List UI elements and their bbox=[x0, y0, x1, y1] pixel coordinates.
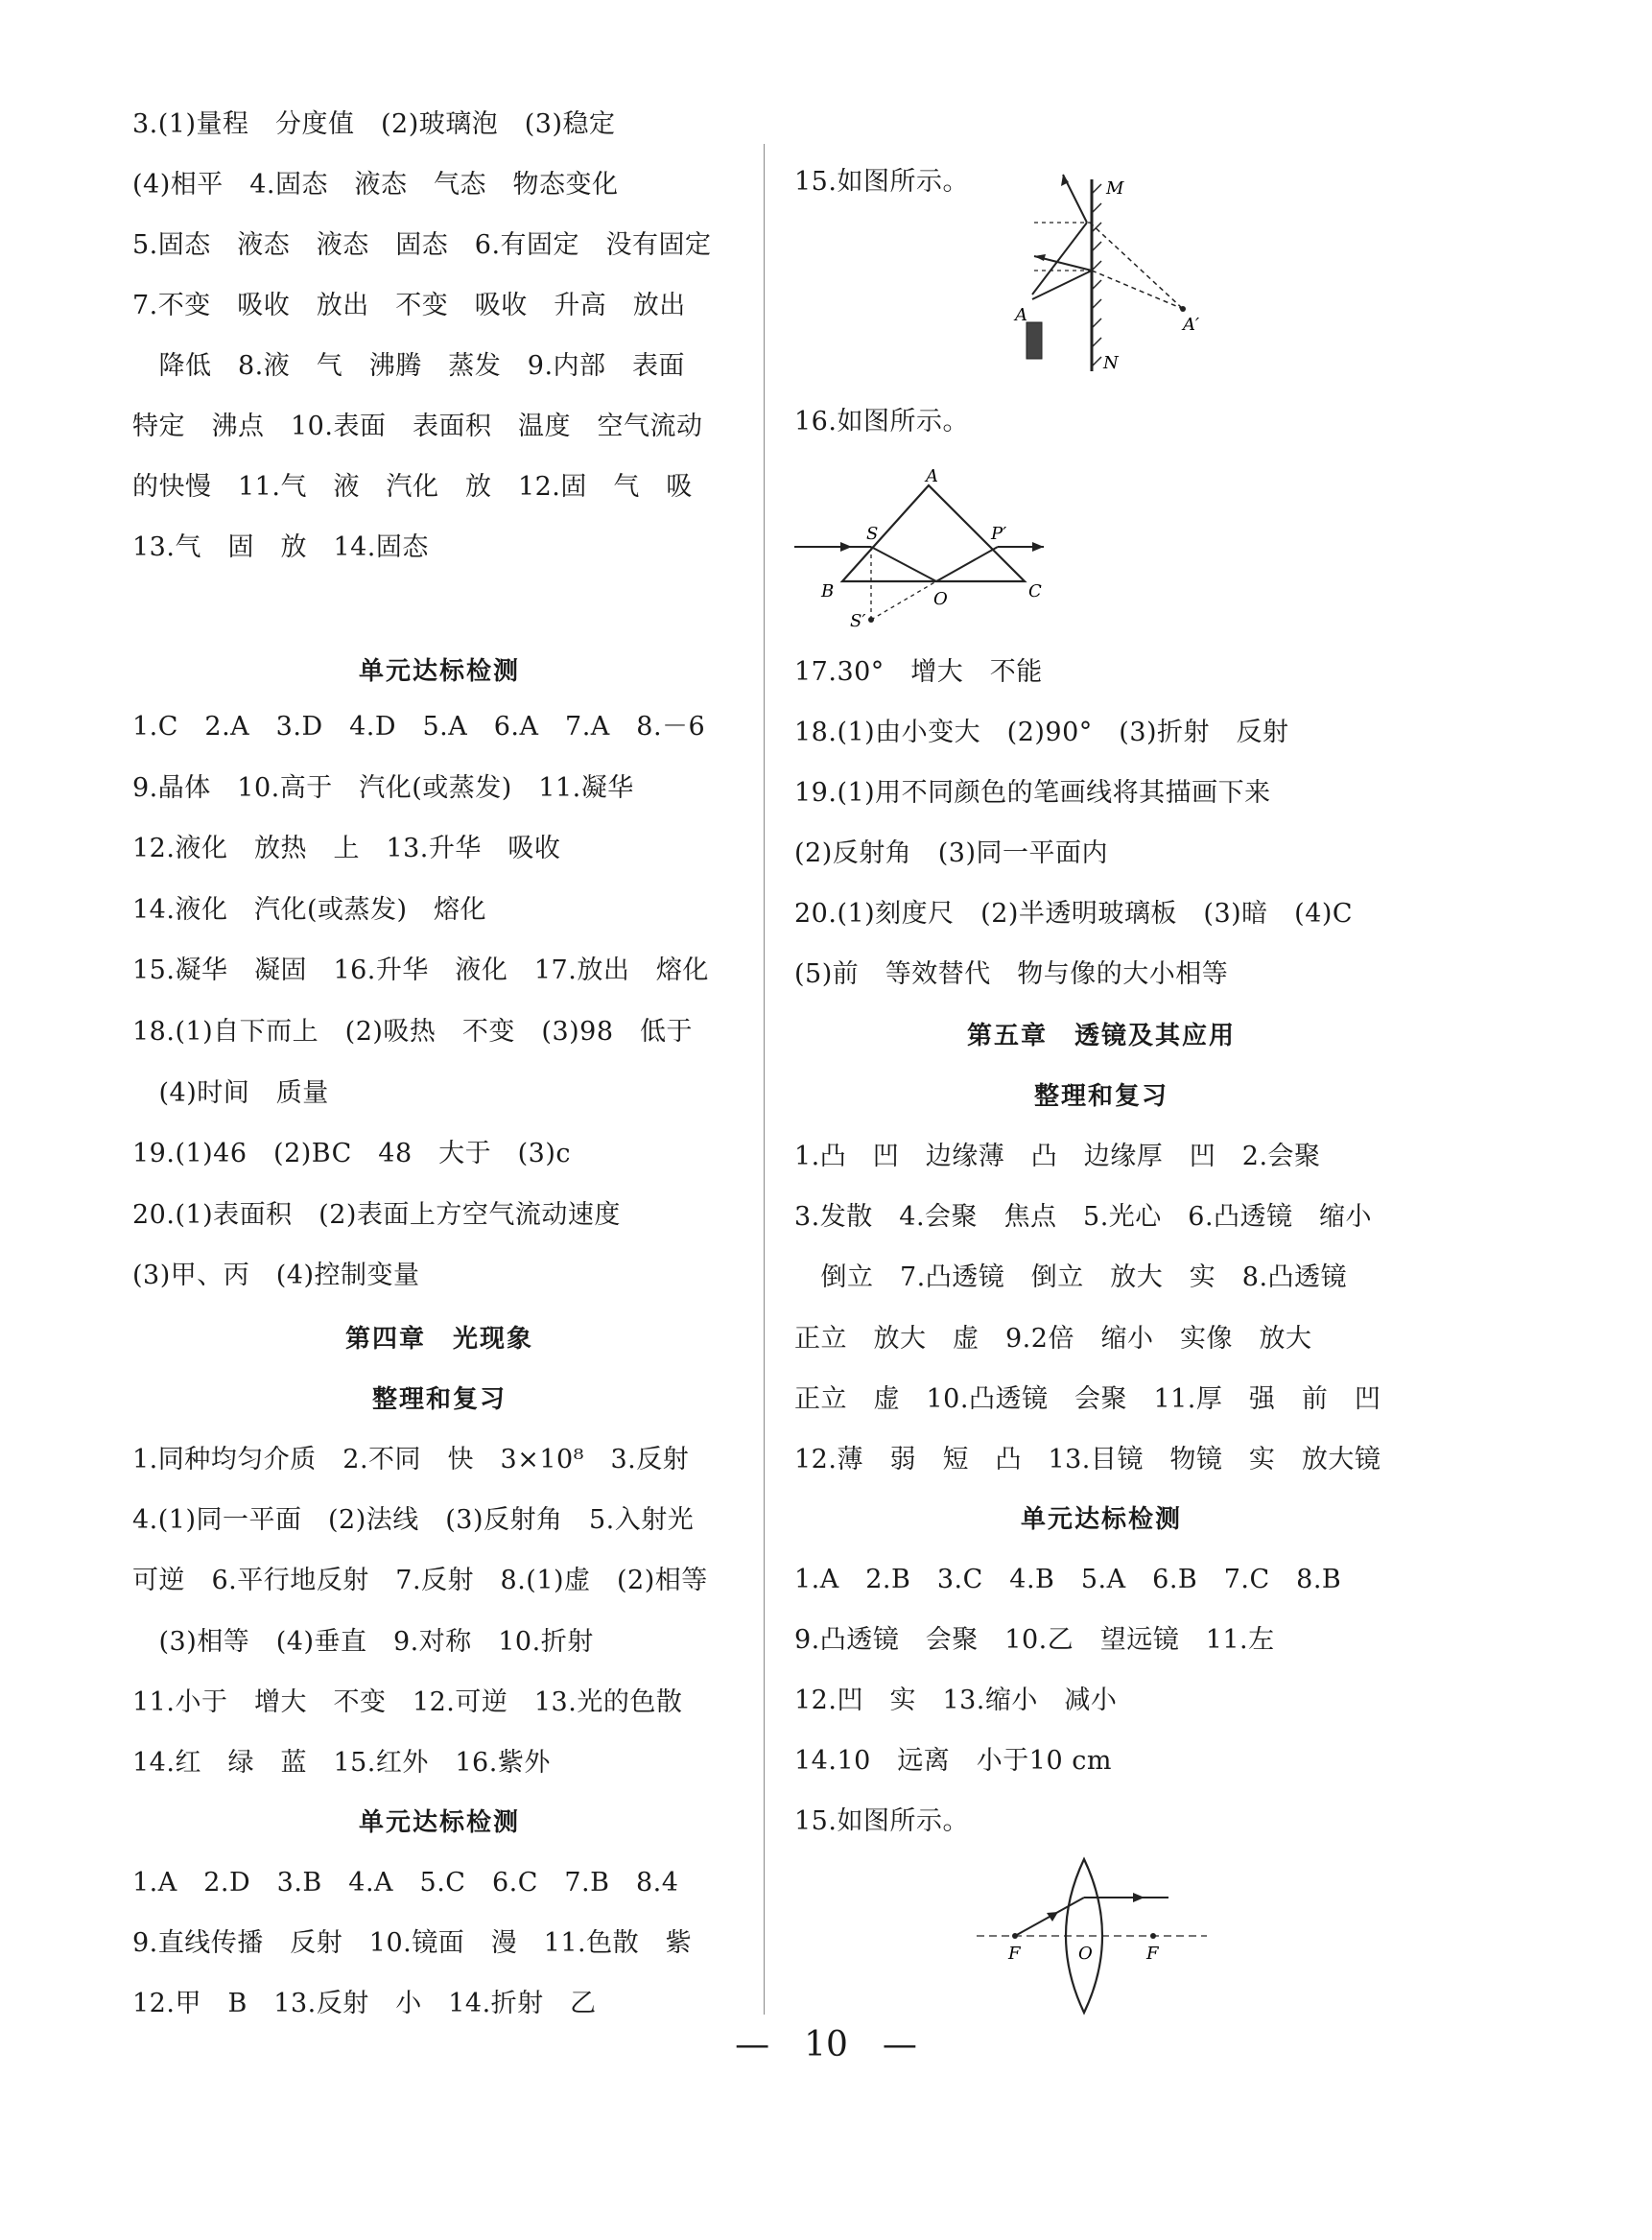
label-s: S bbox=[866, 524, 879, 544]
section-heading-unit-test-2: 单元达标检测 bbox=[358, 1808, 520, 1837]
answer-line: (4)时间 质量 bbox=[132, 1077, 329, 1108]
label-s-prime: S′ bbox=[850, 611, 866, 631]
answer-line: 1.同种均匀介质 2.不同 快 3×10⁸ 3.反射 bbox=[132, 1445, 690, 1474]
answer-line: 1.C 2.A 3.D 4.D 5.A 6.A 7.A 8.－6 bbox=[132, 712, 706, 742]
answer-line: 17.30° 增大 不能 bbox=[794, 657, 1043, 687]
label-vertex-c: C bbox=[1028, 581, 1042, 601]
answer-line: (2)反射角 (3)同一平面内 bbox=[794, 838, 1108, 868]
answer-line: (5)前 等效替代 物与像的大小相等 bbox=[794, 959, 1229, 989]
answer-line: 9.直线传播 反射 10.镜面 漫 11.色散 紫 bbox=[132, 1928, 693, 1958]
label-p-prime: P′ bbox=[991, 524, 1007, 544]
chapter-heading-light: 第四章 光现象 bbox=[344, 1325, 533, 1354]
answer-line: 的快慢 11.气 液 汽化 放 12.固 气 吸 bbox=[132, 472, 693, 502]
answer-line: 20.(1)刻度尺 (2)半透明玻璃板 (3)暗 (4)C bbox=[794, 899, 1354, 929]
answer-line: 9.晶体 10.高于 汽化(或蒸发) 11.凝华 bbox=[132, 772, 634, 803]
answer-line: 9.凸透镜 会聚 10.乙 望远镜 11.左 bbox=[794, 1625, 1275, 1655]
answer-line: 可逆 6.平行地反射 7.反射 8.(1)虚 (2)相等 bbox=[132, 1566, 708, 1596]
label-vertex-b: B bbox=[821, 581, 835, 601]
answer-line: 3.(1)量程 分度值 (2)玻璃泡 (3)稳定 bbox=[132, 109, 616, 139]
answer-line-q16: 16.如图所示。 bbox=[794, 407, 969, 436]
prism-diagram bbox=[794, 468, 1063, 631]
label-focus-right: F bbox=[1146, 1944, 1159, 1964]
label-vertex-a: A bbox=[926, 466, 938, 486]
answer-line: 18.(1)自下而上 (2)吸热 不变 (3)98 低于 bbox=[132, 1017, 694, 1047]
label-a-prime: A′ bbox=[1183, 315, 1200, 335]
answer-line: 12.甲 B 13.反射 小 14.折射 乙 bbox=[132, 1989, 597, 2018]
answer-line: 15.凝华 凝固 16.升华 液化 17.放出 熔化 bbox=[132, 955, 709, 986]
answer-line: 5.固态 液态 液态 固态 6.有固定 没有固定 bbox=[132, 230, 712, 260]
label-a: A bbox=[1015, 305, 1027, 325]
answer-line: 12.液化 放热 上 13.升华 吸收 bbox=[132, 834, 561, 864]
section-heading-unit-test: 单元达标检测 bbox=[358, 657, 520, 686]
chapter-heading-lens: 第五章 透镜及其应用 bbox=[966, 1022, 1236, 1050]
label-o: O bbox=[933, 589, 948, 609]
answer-line: (3)甲、丙 (4)控制变量 bbox=[132, 1261, 420, 1291]
answer-line: 14.液化 汽化(或蒸发) 熔化 bbox=[132, 894, 487, 925]
label-focus-left: F bbox=[1008, 1944, 1021, 1964]
answer-line: 降低 8.液 气 沸腾 蒸发 9.内部 表面 bbox=[132, 351, 686, 381]
answer-line: 1.A 2.D 3.B 4.A 5.C 6.C 7.B 8.4 bbox=[132, 1868, 679, 1898]
column-divider bbox=[764, 144, 765, 2015]
answer-line: 7.不变 吸收 放出 不变 吸收 升高 放出 bbox=[132, 291, 686, 320]
answer-line: 特定 沸点 10.表面 表面积 温度 空气流动 bbox=[132, 412, 703, 441]
answer-line: 12.凹 实 13.缩小 减小 bbox=[794, 1686, 1118, 1715]
answer-line: 14.10 远离 小于10 cm bbox=[794, 1746, 1112, 1776]
convex-lens-diagram bbox=[977, 1850, 1207, 2022]
answer-line: 正立 虚 10.凸透镜 会聚 11.厚 强 前 凹 bbox=[794, 1383, 1381, 1414]
answer-line: 20.(1)表面积 (2)表面上方空气流动速度 bbox=[132, 1199, 621, 1230]
section-heading-review-lens: 整理和复习 bbox=[1033, 1082, 1168, 1111]
answer-line: 正立 放大 虚 9.2倍 缩小 实像 放大 bbox=[794, 1323, 1312, 1354]
answer-line: 4.(1)同一平面 (2)法线 (3)反射角 5.入射光 bbox=[132, 1505, 695, 1536]
page-number: — 10 — bbox=[735, 2025, 917, 2064]
answer-line: 13.气 固 放 14.固态 bbox=[132, 532, 429, 562]
answer-line: 19.(1)46 (2)BC 48 大于 (3)c bbox=[132, 1139, 572, 1169]
answer-line: (3)相等 (4)垂直 9.对称 10.折射 bbox=[132, 1626, 594, 1657]
plane-mirror-diagram bbox=[977, 165, 1200, 376]
section-heading-unit-test-lens: 单元达标检测 bbox=[1020, 1505, 1182, 1534]
label-n: N bbox=[1103, 353, 1119, 373]
answer-line-q15: 15.如图所示。 bbox=[794, 167, 969, 197]
answer-line: 15.如图所示。 bbox=[794, 1806, 969, 1836]
answer-line: 19.(1)用不同颜色的笔画线将其描画下来 bbox=[794, 778, 1271, 808]
answer-line: 1.凸 凹 边缘薄 凸 边缘厚 凹 2.会聚 bbox=[794, 1142, 1321, 1171]
answer-line: 14.红 绿 蓝 15.红外 16.紫外 bbox=[132, 1748, 551, 1778]
answer-line: 3.发散 4.会聚 焦点 5.光心 6.凸透镜 缩小 bbox=[794, 1202, 1373, 1233]
answer-line: 18.(1)由小变大 (2)90° (3)折射 反射 bbox=[794, 718, 1289, 747]
answer-line: 倒立 7.凸透镜 倒立 放大 实 8.凸透镜 bbox=[794, 1262, 1348, 1293]
answer-line: 12.薄 弱 短 凸 13.目镜 物镜 实 放大镜 bbox=[794, 1445, 1381, 1474]
section-heading-review: 整理和复习 bbox=[371, 1385, 507, 1414]
answer-line: 11.小于 增大 不变 12.可逆 13.光的色散 bbox=[132, 1686, 683, 1717]
answer-line: 1.A 2.B 3.C 4.B 5.A 6.B 7.C 8.B bbox=[794, 1565, 1342, 1594]
label-m: M bbox=[1106, 178, 1124, 199]
answer-line: (4)相平 4.固态 液态 气态 物态变化 bbox=[132, 170, 619, 200]
label-optical-center: O bbox=[1078, 1944, 1093, 1964]
